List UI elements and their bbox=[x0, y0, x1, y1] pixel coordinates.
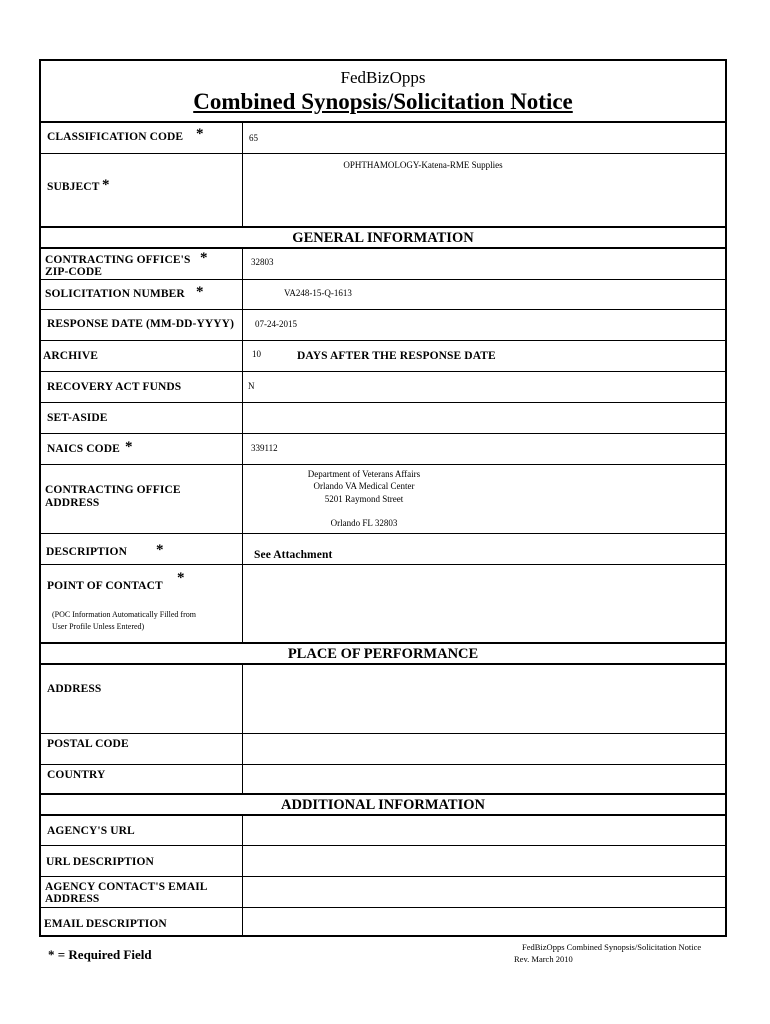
form-name-footer: FedBizOpps Combined Synopsis/Solicitation Notice bbox=[522, 942, 702, 952]
office-address-label-line1: CONTRACTING OFFICE bbox=[45, 484, 181, 496]
rule bbox=[40, 279, 726, 280]
rule bbox=[40, 533, 726, 534]
rule bbox=[40, 226, 726, 228]
agency-email-label-line1: AGENCY CONTACT'S EMAIL bbox=[45, 881, 208, 893]
rule bbox=[40, 340, 726, 341]
rule bbox=[40, 247, 726, 249]
rule bbox=[40, 564, 726, 565]
performance-address-label: ADDRESS bbox=[47, 683, 102, 695]
form-title: Combined Synopsis/Solicitation Notice bbox=[193, 89, 573, 114]
rule bbox=[40, 642, 726, 644]
column-divider bbox=[242, 122, 243, 226]
country-label: COUNTRY bbox=[47, 769, 106, 781]
solicitation-number-field[interactable]: VA248-15-Q-1613 bbox=[284, 288, 352, 298]
description-field[interactable]: See Attachment bbox=[254, 549, 333, 561]
response-date-field[interactable]: 07-24-2015 bbox=[255, 319, 297, 329]
required-marker: * bbox=[177, 570, 185, 586]
url-description-label: URL DESCRIPTION bbox=[46, 856, 154, 868]
email-description-label: EMAIL DESCRIPTION bbox=[44, 918, 167, 930]
rule bbox=[40, 793, 726, 795]
poc-note-line1: (POC Information Automatically Filled from bbox=[52, 610, 196, 619]
zip-code-label-line2: ZIP-CODE bbox=[45, 266, 103, 278]
archive-days-field[interactable]: 10 bbox=[252, 349, 261, 359]
point-of-contact-label: POINT OF CONTACT bbox=[47, 580, 163, 592]
rule bbox=[40, 433, 726, 434]
zip-code-field[interactable]: 32803 bbox=[251, 257, 274, 267]
naics-code-label: NAICS CODE bbox=[47, 443, 120, 455]
required-marker: * bbox=[156, 542, 164, 558]
archive-label: ARCHIVE bbox=[43, 350, 99, 362]
recovery-act-funds-field[interactable]: N bbox=[248, 381, 255, 391]
set-aside-label: SET-ASIDE bbox=[47, 412, 108, 424]
poc-note-line2: User Profile Unless Entered) bbox=[52, 622, 145, 631]
rule bbox=[40, 876, 726, 877]
rule bbox=[40, 371, 726, 372]
column-divider bbox=[242, 815, 243, 936]
office-address-line: Orlando VA Medical Center bbox=[313, 481, 415, 491]
column-divider bbox=[242, 664, 243, 793]
postal-code-label: POSTAL CODE bbox=[47, 738, 129, 750]
section-additional-information: ADDITIONAL INFORMATION bbox=[281, 797, 485, 813]
section-general-information: GENERAL INFORMATION bbox=[292, 230, 474, 246]
office-address-line: 5201 Raymond Street bbox=[324, 494, 404, 504]
office-address-label-line2: ADDRESS bbox=[45, 497, 100, 509]
office-address-line: Orlando FL 32803 bbox=[330, 518, 398, 528]
classification-code-field[interactable]: 65 bbox=[249, 133, 258, 143]
agency-email-label-line2: ADDRESS bbox=[45, 893, 100, 905]
subject-field[interactable]: OPHTHAMOLOGY-Katena-RME Supplies bbox=[343, 160, 503, 170]
zip-code-label-line1: CONTRACTING OFFICE'S bbox=[45, 254, 191, 266]
rule bbox=[40, 663, 726, 665]
required-marker: * bbox=[196, 284, 204, 300]
rule bbox=[40, 814, 726, 816]
agency-url-label: AGENCY'S URL bbox=[47, 825, 135, 837]
rule bbox=[40, 764, 726, 765]
archive-suffix: DAYS AFTER THE RESPONSE DATE bbox=[297, 350, 496, 362]
rule bbox=[40, 309, 726, 310]
required-marker: * bbox=[200, 250, 208, 266]
rule bbox=[40, 907, 726, 908]
recovery-act-funds-label: RECOVERY ACT FUNDS bbox=[47, 381, 182, 393]
subject-label: SUBJECT bbox=[47, 181, 100, 193]
required-field-note: * = Required Field bbox=[48, 947, 152, 962]
required-marker: * bbox=[196, 126, 204, 142]
response-date-label: RESPONSE DATE (MM-DD-YYYY) bbox=[47, 318, 235, 330]
solicitation-number-label: SOLICITATION NUMBER bbox=[45, 288, 185, 300]
rule bbox=[40, 845, 726, 846]
rule bbox=[40, 153, 726, 154]
brand-name: FedBizOpps bbox=[340, 68, 426, 87]
revision-footer: Rev. March 2010 bbox=[514, 954, 573, 964]
classification-code-label: CLASSIFICATION CODE bbox=[47, 131, 184, 143]
rule bbox=[40, 121, 726, 123]
office-address-line: Department of Veterans Affairs bbox=[307, 469, 421, 479]
section-place-of-performance: PLACE OF PERFORMANCE bbox=[287, 646, 479, 662]
required-marker: * bbox=[125, 439, 133, 455]
naics-code-field[interactable]: 339112 bbox=[251, 443, 278, 453]
rule bbox=[40, 464, 726, 465]
column-divider bbox=[242, 248, 243, 642]
rule bbox=[40, 402, 726, 403]
rule bbox=[40, 733, 726, 734]
required-marker: * bbox=[102, 177, 110, 193]
description-label: DESCRIPTION bbox=[46, 546, 127, 558]
